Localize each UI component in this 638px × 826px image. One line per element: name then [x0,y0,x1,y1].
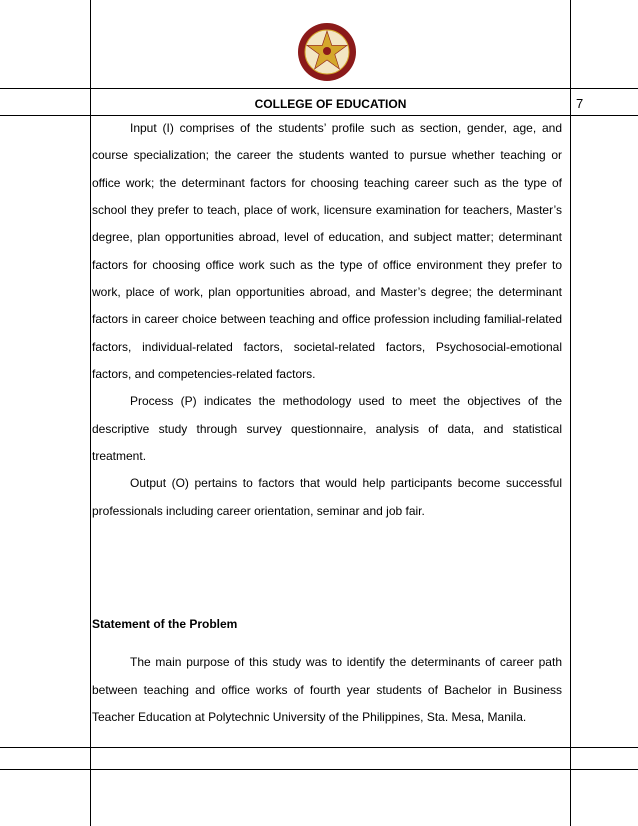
paragraph-input: Input (I) comprises of the students’ profile such as section, gender, age, and course specialization; the career the students wanted to pursue whether teaching or office work; the determinant factors for choosing teaching career such as the type of school they prefer to teach, place of work, licensure examination for teachers, Master’s degree, plan opportunities abroad, level of education, and subject matter; determinant factors for choosing office work such as the type of office environment they prefer to work, place of work, plan opportunities abroad, and Master’s degree; the determinant factors in career choice between teaching and office profession including familial-related factors, individual-related factors, societal-related factors, Psychosocial-emotional factors, and competencies-related factors. [92,121,562,382]
body-text [92,115,562,525]
paragraph-process: Process (P) indicates the methodology used to meet the objectives of the descriptive study through survey questionnaire, analysis of data, and statistical treatment. [92,394,562,464]
footer-bottom-line [0,769,638,770]
page-number: 7 [576,96,584,111]
paragraph-output: Output (O) pertains to factors that would help participants become successful professionals including career orientation, seminar and job fair. [92,476,562,518]
college-header-title: COLLEGE OF EDUCATION [254,97,407,111]
left-margin-line [90,0,91,826]
right-margin-line [570,0,571,826]
header-top-line [0,88,638,89]
section-heading: Statement of the Problem [92,617,238,631]
paragraph-statement: The main purpose of this study was to identify the determinants of career path between teaching and office works of fourth year students of Bachelor in Business Teacher Education at Polytechnic University of the Philippines, Sta. Mesa, Manila. [92,655,562,724]
section-body [92,649,562,732]
footer-top-line [0,747,638,748]
university-seal-icon [297,22,357,82]
